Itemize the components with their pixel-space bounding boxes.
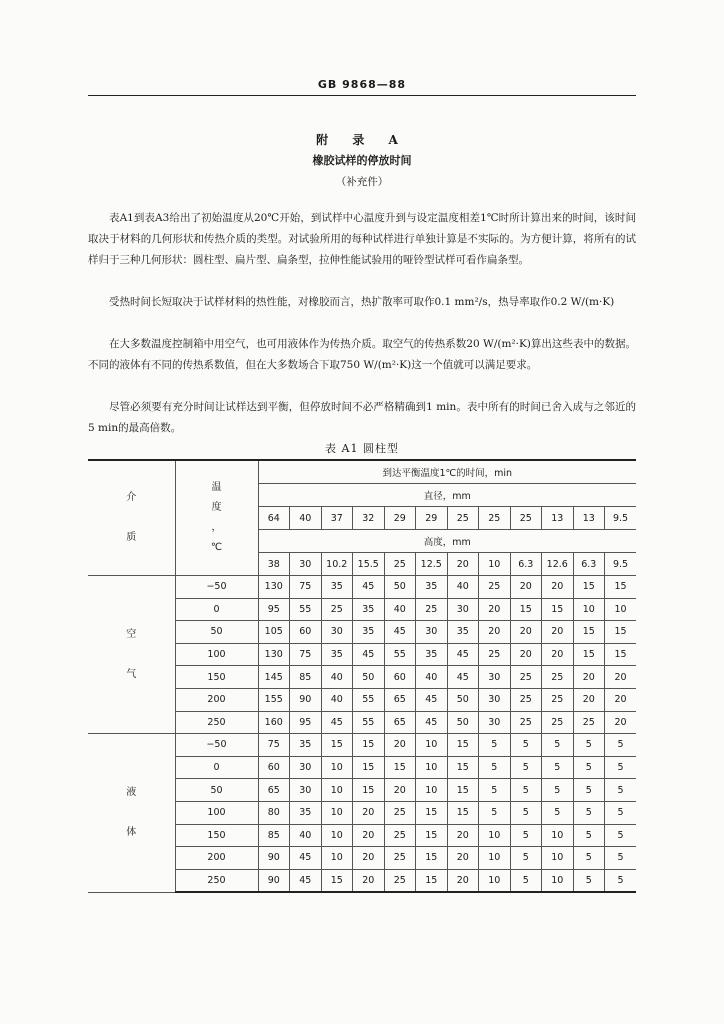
time-cell: 20 bbox=[542, 576, 574, 599]
time-cell: 5 bbox=[573, 756, 605, 779]
time-cell: 25 bbox=[416, 598, 448, 621]
temperature-cell: 250 bbox=[175, 869, 258, 892]
paragraph-3: 在大多数温度控制箱中用空气，也可用液体作为传热介质。取空气的传热系数20 W/(m²·K)算出这些表中的数据。不同的液体有不同的传热系数值，但在大多数场合下取750 W/(m²·K)这一个值就可以满足要求。 bbox=[88, 338, 636, 371]
height-value: 10.2 bbox=[321, 553, 353, 576]
time-cell: 55 bbox=[353, 711, 385, 734]
table-caption: 表 A1 圆柱型 bbox=[325, 442, 399, 455]
temperature-cell: 100 bbox=[175, 643, 258, 666]
time-cell: 10 bbox=[321, 824, 353, 847]
appendix-title: 附 录 A bbox=[316, 133, 408, 147]
time-cell: 5 bbox=[510, 734, 542, 757]
medium-header: 介 质 bbox=[88, 460, 175, 576]
temperature-cell: 0 bbox=[175, 756, 258, 779]
time-cell: 5 bbox=[510, 869, 542, 892]
time-cell: 15 bbox=[353, 756, 385, 779]
time-cell: 15 bbox=[542, 598, 574, 621]
time-cell: 15 bbox=[573, 576, 605, 599]
time-cell: 40 bbox=[384, 598, 416, 621]
time-cell: 5 bbox=[605, 847, 637, 870]
time-cell: 50 bbox=[447, 711, 479, 734]
temperature-cell: 0 bbox=[175, 598, 258, 621]
time-cell: 5 bbox=[479, 756, 511, 779]
time-cell: 160 bbox=[258, 711, 290, 734]
time-cell: 20 bbox=[510, 576, 542, 599]
time-cell: 10 bbox=[479, 847, 511, 870]
time-cell: 130 bbox=[258, 643, 290, 666]
time-cell: 35 bbox=[321, 576, 353, 599]
time-cell: 5 bbox=[573, 824, 605, 847]
time-cell: 20 bbox=[353, 869, 385, 892]
time-cell: 10 bbox=[416, 734, 448, 757]
height-value: 12.5 bbox=[416, 553, 448, 576]
time-cell: 65 bbox=[258, 779, 290, 802]
time-cell: 5 bbox=[573, 779, 605, 802]
time-cell: 20 bbox=[573, 666, 605, 689]
height-value: 6.3 bbox=[573, 553, 605, 576]
time-cell: 30 bbox=[479, 688, 511, 711]
height-value: 10 bbox=[479, 553, 511, 576]
time-cell: 5 bbox=[605, 779, 637, 802]
time-cell: 155 bbox=[258, 688, 290, 711]
diameter-value: 64 bbox=[258, 507, 290, 530]
temperature-cell: 200 bbox=[175, 847, 258, 870]
time-cell: 5 bbox=[510, 779, 542, 802]
time-cell: 90 bbox=[258, 869, 290, 892]
time-cell: 15 bbox=[384, 756, 416, 779]
temperature-cell: −50 bbox=[175, 576, 258, 599]
time-cell: 20 bbox=[479, 621, 511, 644]
time-cell: 15 bbox=[447, 734, 479, 757]
time-cell: 30 bbox=[479, 666, 511, 689]
diameter-value: 13 bbox=[542, 507, 574, 530]
time-cell: 30 bbox=[290, 756, 322, 779]
diameter-value: 9.5 bbox=[605, 507, 637, 530]
diameter-label: 直径，mm bbox=[258, 484, 636, 507]
header-rule bbox=[88, 95, 636, 96]
time-cell: 40 bbox=[321, 666, 353, 689]
time-cell: 5 bbox=[542, 756, 574, 779]
time-cell: 35 bbox=[416, 643, 448, 666]
time-cell: 55 bbox=[353, 688, 385, 711]
time-cell: 20 bbox=[542, 643, 574, 666]
time-cell: 10 bbox=[321, 779, 353, 802]
time-cell: 30 bbox=[479, 711, 511, 734]
time-cell: 45 bbox=[353, 643, 385, 666]
height-value: 9.5 bbox=[605, 553, 637, 576]
time-cell: 95 bbox=[290, 711, 322, 734]
time-cell: 5 bbox=[479, 779, 511, 802]
standard-code-header: GB 9868—88 bbox=[317, 78, 407, 91]
time-cell: 20 bbox=[479, 598, 511, 621]
time-cell: 55 bbox=[290, 598, 322, 621]
time-cell: 30 bbox=[416, 621, 448, 644]
time-cell: 25 bbox=[479, 643, 511, 666]
time-cell: 25 bbox=[573, 711, 605, 734]
time-cell: 5 bbox=[510, 756, 542, 779]
time-cell: 85 bbox=[290, 666, 322, 689]
time-cell: 30 bbox=[321, 621, 353, 644]
time-cell: 20 bbox=[605, 666, 637, 689]
temperature-cell: 200 bbox=[175, 688, 258, 711]
time-cell: 15 bbox=[605, 643, 637, 666]
time-span-header: 到达平衡温度1℃的时间，min bbox=[258, 460, 636, 484]
time-cell: 15 bbox=[416, 801, 448, 824]
time-cell: 15 bbox=[416, 847, 448, 870]
time-cell: 15 bbox=[416, 869, 448, 892]
temperature-cell: 100 bbox=[175, 801, 258, 824]
time-cell: 75 bbox=[258, 734, 290, 757]
temperature-cell: 150 bbox=[175, 666, 258, 689]
time-cell: 15 bbox=[447, 756, 479, 779]
temperature-cell: 50 bbox=[175, 779, 258, 802]
diameter-value: 29 bbox=[384, 507, 416, 530]
time-cell: 40 bbox=[321, 688, 353, 711]
time-cell: 20 bbox=[384, 779, 416, 802]
diameter-value: 32 bbox=[353, 507, 385, 530]
temperature-header: 温 度 ， ℃ bbox=[175, 460, 258, 576]
time-cell: 35 bbox=[416, 576, 448, 599]
time-cell: 130 bbox=[258, 576, 290, 599]
time-cell: 25 bbox=[384, 847, 416, 870]
time-cell: 80 bbox=[258, 801, 290, 824]
cylinder-time-table bbox=[88, 459, 636, 893]
time-cell: 20 bbox=[510, 643, 542, 666]
time-cell: 25 bbox=[384, 869, 416, 892]
time-cell: 145 bbox=[258, 666, 290, 689]
time-cell: 50 bbox=[353, 666, 385, 689]
time-cell: 65 bbox=[384, 688, 416, 711]
time-cell: 40 bbox=[290, 824, 322, 847]
time-cell: 20 bbox=[605, 688, 637, 711]
time-cell: 45 bbox=[353, 576, 385, 599]
time-cell: 45 bbox=[321, 711, 353, 734]
time-cell: 10 bbox=[573, 598, 605, 621]
diameter-value: 25 bbox=[479, 507, 511, 530]
time-cell: 45 bbox=[290, 869, 322, 892]
time-cell: 35 bbox=[447, 621, 479, 644]
time-cell: 5 bbox=[479, 801, 511, 824]
time-cell: 15 bbox=[416, 824, 448, 847]
height-label: 高度，mm bbox=[258, 530, 636, 553]
diameter-value: 13 bbox=[573, 507, 605, 530]
time-cell: 35 bbox=[353, 598, 385, 621]
time-cell: 10 bbox=[542, 824, 574, 847]
time-cell: 45 bbox=[447, 666, 479, 689]
time-cell: 10 bbox=[416, 756, 448, 779]
time-cell: 60 bbox=[258, 756, 290, 779]
time-cell: 15 bbox=[321, 734, 353, 757]
time-cell: 20 bbox=[353, 824, 385, 847]
time-cell: 20 bbox=[384, 734, 416, 757]
time-cell: 15 bbox=[353, 734, 385, 757]
time-cell: 15 bbox=[447, 801, 479, 824]
time-cell: 5 bbox=[605, 734, 637, 757]
diameter-value: 25 bbox=[447, 507, 479, 530]
height-value: 20 bbox=[447, 553, 479, 576]
paragraph-1: 表A1到表A3给出了初始温度从20℃开始，到试样中心温度升到与设定温度相差1℃时所计算出来的时间，该时间取决于材料的几何形状和传热介质的类型。对试验所用的每种试样进行单独计算是不实际的。为方便计算，将所有的试样归于三种几何形状：圆柱型、扁片型、扁条型，拉伸性能试验用的哑铃型试样可看作扁条型。 bbox=[88, 212, 636, 266]
time-cell: 25 bbox=[384, 824, 416, 847]
height-value: 6.3 bbox=[510, 553, 542, 576]
temperature-cell: 250 bbox=[175, 711, 258, 734]
height-value: 30 bbox=[290, 553, 322, 576]
time-cell: 15 bbox=[573, 621, 605, 644]
time-cell: 5 bbox=[479, 734, 511, 757]
time-cell: 30 bbox=[290, 779, 322, 802]
temperature-cell: 50 bbox=[175, 621, 258, 644]
time-cell: 20 bbox=[510, 621, 542, 644]
time-cell: 95 bbox=[258, 598, 290, 621]
time-cell: 15 bbox=[573, 643, 605, 666]
diameter-value: 29 bbox=[416, 507, 448, 530]
time-cell: 105 bbox=[258, 621, 290, 644]
medium-cell: 空 气 bbox=[88, 576, 175, 734]
time-cell: 50 bbox=[447, 688, 479, 711]
medium-cell: 液 体 bbox=[88, 734, 175, 893]
time-cell: 35 bbox=[321, 643, 353, 666]
time-cell: 90 bbox=[258, 847, 290, 870]
time-cell: 40 bbox=[416, 666, 448, 689]
time-cell: 25 bbox=[321, 598, 353, 621]
time-cell: 90 bbox=[290, 688, 322, 711]
time-cell: 5 bbox=[542, 801, 574, 824]
time-cell: 45 bbox=[447, 643, 479, 666]
time-cell: 55 bbox=[384, 643, 416, 666]
time-cell: 10 bbox=[479, 869, 511, 892]
time-cell: 15 bbox=[353, 779, 385, 802]
time-cell: 15 bbox=[510, 598, 542, 621]
time-cell: 5 bbox=[605, 756, 637, 779]
time-cell: 25 bbox=[510, 711, 542, 734]
appendix-note: （补充件） bbox=[335, 176, 389, 188]
time-cell: 25 bbox=[479, 576, 511, 599]
time-cell: 5 bbox=[573, 869, 605, 892]
time-cell: 35 bbox=[353, 621, 385, 644]
time-cell: 25 bbox=[510, 688, 542, 711]
height-value: 15.5 bbox=[353, 553, 385, 576]
time-cell: 20 bbox=[447, 824, 479, 847]
time-cell: 10 bbox=[321, 847, 353, 870]
table-row bbox=[88, 576, 636, 599]
time-cell: 20 bbox=[573, 688, 605, 711]
time-cell: 10 bbox=[605, 598, 637, 621]
time-cell: 60 bbox=[384, 666, 416, 689]
time-cell: 5 bbox=[542, 734, 574, 757]
time-cell: 5 bbox=[573, 734, 605, 757]
time-cell: 35 bbox=[290, 801, 322, 824]
time-cell: 45 bbox=[290, 847, 322, 870]
time-cell: 10 bbox=[321, 801, 353, 824]
time-cell: 65 bbox=[384, 711, 416, 734]
height-value: 25 bbox=[384, 553, 416, 576]
height-value: 12.6 bbox=[542, 553, 574, 576]
time-cell: 5 bbox=[510, 847, 542, 870]
time-cell: 20 bbox=[353, 847, 385, 870]
time-cell: 5 bbox=[510, 801, 542, 824]
time-cell: 60 bbox=[290, 621, 322, 644]
time-cell: 15 bbox=[447, 779, 479, 802]
diameter-value: 25 bbox=[510, 507, 542, 530]
time-cell: 75 bbox=[290, 576, 322, 599]
time-cell: 50 bbox=[384, 576, 416, 599]
time-cell: 5 bbox=[542, 779, 574, 802]
time-cell: 85 bbox=[258, 824, 290, 847]
time-cell: 10 bbox=[416, 779, 448, 802]
time-cell: 25 bbox=[542, 688, 574, 711]
time-cell: 20 bbox=[605, 711, 637, 734]
time-cell: 25 bbox=[384, 801, 416, 824]
time-cell: 15 bbox=[605, 576, 637, 599]
time-cell: 20 bbox=[447, 869, 479, 892]
time-cell: 15 bbox=[605, 621, 637, 644]
time-cell: 20 bbox=[353, 801, 385, 824]
time-cell: 25 bbox=[510, 666, 542, 689]
time-cell: 10 bbox=[542, 869, 574, 892]
time-cell: 25 bbox=[542, 666, 574, 689]
temperature-cell: 150 bbox=[175, 824, 258, 847]
diameter-value: 40 bbox=[290, 507, 322, 530]
time-cell: 45 bbox=[416, 711, 448, 734]
time-cell: 45 bbox=[416, 688, 448, 711]
time-cell: 15 bbox=[321, 869, 353, 892]
time-cell: 5 bbox=[605, 824, 637, 847]
time-cell: 5 bbox=[605, 801, 637, 824]
table-row bbox=[88, 734, 636, 757]
temperature-cell: −50 bbox=[175, 734, 258, 757]
time-cell: 35 bbox=[290, 734, 322, 757]
time-cell: 45 bbox=[384, 621, 416, 644]
height-value: 38 bbox=[258, 553, 290, 576]
appendix-subtitle: 橡胶试样的停放时间 bbox=[312, 154, 412, 167]
time-cell: 5 bbox=[573, 847, 605, 870]
time-cell: 5 bbox=[510, 824, 542, 847]
time-cell: 5 bbox=[573, 801, 605, 824]
time-cell: 10 bbox=[542, 847, 574, 870]
diameter-value: 37 bbox=[321, 507, 353, 530]
paragraph-4: 尽管必须要有充分时间让试样达到平衡，但停放时间不必严格精确到1 min。表中所有的时间已舍入成与之邻近的5 min的最高倍数。 bbox=[88, 401, 636, 434]
time-cell: 5 bbox=[605, 869, 637, 892]
time-cell: 40 bbox=[447, 576, 479, 599]
time-cell: 10 bbox=[321, 756, 353, 779]
paragraph-2: 受热时间长短取决于试样材料的热性能，对橡胶而言，热扩散率可取作0.1 mm²/s，热导率取作0.2 W/(m·K) bbox=[109, 296, 615, 308]
time-cell: 20 bbox=[447, 847, 479, 870]
time-cell: 20 bbox=[542, 621, 574, 644]
time-cell: 10 bbox=[479, 824, 511, 847]
time-cell: 25 bbox=[542, 711, 574, 734]
time-cell: 75 bbox=[290, 643, 322, 666]
time-cell: 30 bbox=[447, 598, 479, 621]
